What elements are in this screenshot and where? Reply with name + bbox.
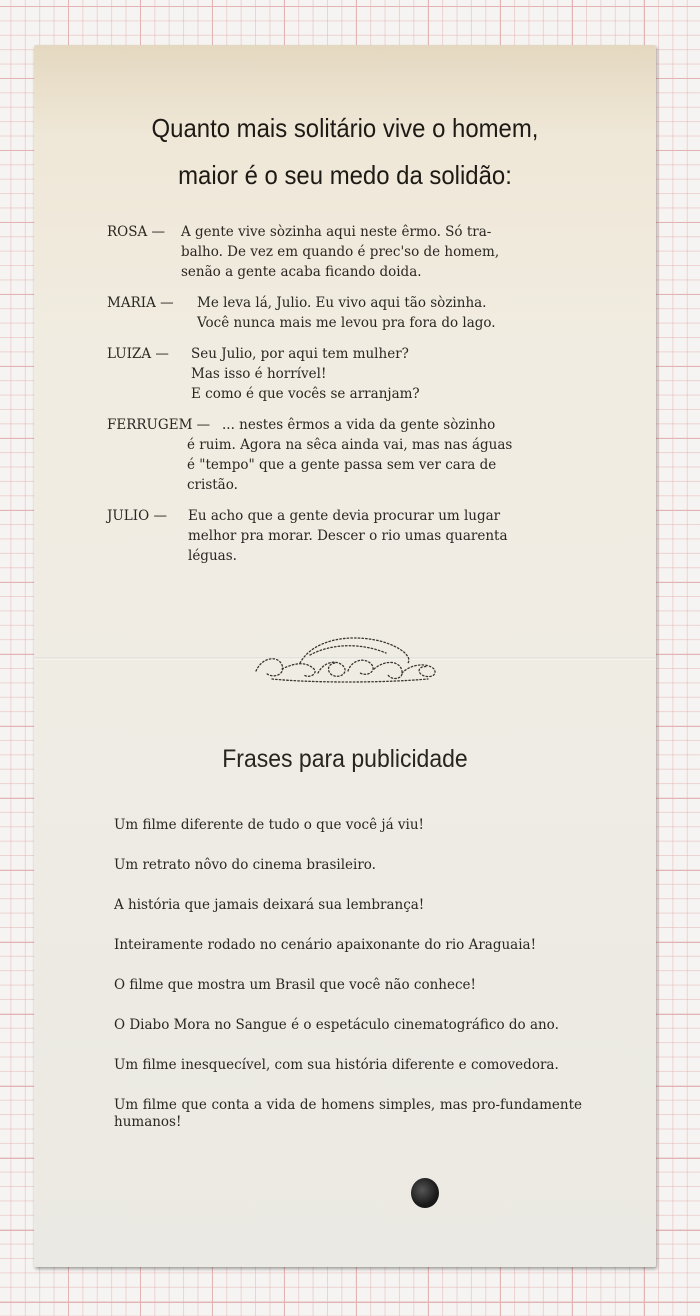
- dialogue-list: [107, 222, 583, 577]
- dialogue-text: Me leva lá, Julio. Eu vivo aqui tão sòzinha. Você nunca mais me levou pra fora do lago.: [197, 295, 496, 331]
- speaker-label: MARIA —: [107, 295, 174, 311]
- phrase-item: O Diabo Mora no Sangue é o espetáculo cinematográfico do ano.: [114, 1017, 559, 1033]
- phrase-item: A história que jamais deixará sua lembrança!: [114, 897, 425, 913]
- dialogue-line-luiza: [107, 344, 583, 404]
- phrase-item: O filme que mostra um Brasil que você não conhece!: [114, 977, 476, 993]
- dialogue-text: Seu Julio, por aqui tem mulher? Mas isso é horrível! E como é que vocês se arranjam?: [191, 346, 420, 402]
- speaker-label: ROSA —: [107, 224, 166, 240]
- phrase-item: Um filme que conta a vida de homens simples, mas pro-fundamente humanos!: [114, 1097, 582, 1130]
- ornament-divider: [252, 633, 442, 688]
- dialogue-line-julio: [107, 506, 583, 566]
- publicity-phrases: [114, 817, 582, 1137]
- phrase-item: Inteiramente rodado no cenário apaixonante do rio Araguaia!: [114, 937, 537, 953]
- dialogue-text: ... nestes êrmos a vida da gente sòzinho é ruim. Agora na sêca ainda vai, mas nas águas é "tempo" que a gente passa sem ver cara de cristão.: [187, 417, 513, 493]
- speaker-label: FERRUGEM —: [107, 417, 211, 433]
- document-sheet: [34, 45, 656, 1267]
- dialogue-line-rosa: [107, 222, 583, 282]
- headline: [59, 105, 631, 199]
- dialogue-line-ferrugem: [107, 415, 583, 495]
- speaker-label: JULIO —: [107, 508, 167, 524]
- phrase-item: Um retrato nôvo do cinema brasileiro.: [114, 857, 376, 873]
- section-title: Frases para publicidade: [222, 745, 468, 773]
- phrase-item: Um filme diferente de tudo o que você já viu!: [114, 817, 424, 833]
- dialogue-text: Eu acho que a gente devia procurar um lugar melhor pra morar. Descer o rio umas quarenta léguas.: [188, 508, 508, 564]
- dialogue-line-maria: [107, 293, 583, 333]
- speaker-label: LUIZA —: [107, 346, 169, 362]
- headline-line-1: Quanto mais solitário vive o homem,: [151, 113, 539, 143]
- punch-hole: [411, 1178, 439, 1208]
- phrase-item: Um filme inesquecível, com sua história diferente e comovedora.: [114, 1057, 559, 1073]
- headline-line-2: maior é o seu medo da solidão:: [178, 160, 512, 190]
- dialogue-text: A gente vive sòzinha aqui neste êrmo. Só tra- balho. De vez em quando é prec'so de homem, senão a gente acaba ficando doida.: [181, 224, 500, 280]
